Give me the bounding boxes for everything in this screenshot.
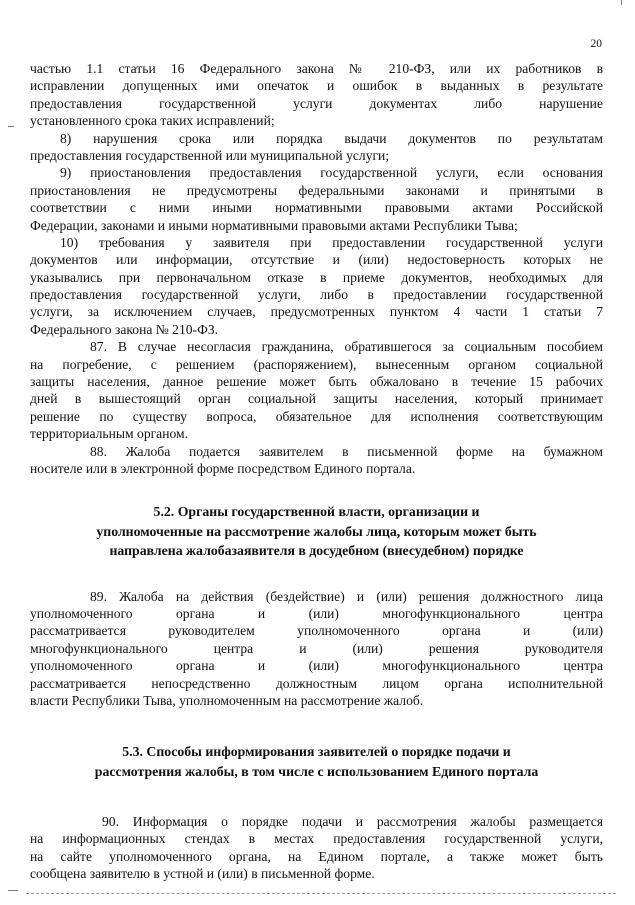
list-item-8 bbox=[30, 130, 603, 165]
text-line: Федерального закона № 210-ФЗ. bbox=[30, 321, 219, 337]
paragraph-continuation bbox=[30, 60, 603, 130]
text-line: исправлении допущенных ими опечаток и ошибок в выданных в результате bbox=[30, 78, 603, 94]
scan-mark-left bbox=[8, 126, 14, 127]
text-line: 10) требования у заявителя при предоставлении государственной услуги bbox=[60, 234, 603, 250]
text-line: указывались при первоначальном отказе в приеме документов, необходимых для bbox=[30, 269, 603, 285]
heading-line: рассмотрения жалобы, в том числе с использованием Единого портала bbox=[94, 763, 539, 779]
text-line: документов или информации, отсутствие и (или) недостоверность которых не bbox=[30, 252, 603, 268]
scan-mark-top bbox=[621, 0, 622, 5]
text-line: уполномоченного органа и (или) многофункционального центра bbox=[30, 605, 603, 621]
text-line: Федерации, законами и иными нормативными правовыми актами Республики Тыва; bbox=[30, 217, 518, 233]
text-line: услуги, за исключением случаев, предусмотренных пунктом 4 части 1 статьи 7 bbox=[30, 304, 603, 320]
heading-line: 5.3. Способы информирования заявителей о порядке подачи и bbox=[122, 744, 511, 760]
text-line: дней в вышестоящий орган социальной защиты населения, который принимает bbox=[30, 391, 603, 407]
text-line: многофункционального центра и (или) решения руководителя bbox=[30, 640, 603, 656]
text-line: 90. Информация о порядке подачи и рассмотрения жалобы размещается bbox=[102, 814, 603, 830]
text-line: решение по существу вопроса, обязательное для исполнения соответствующим bbox=[30, 408, 603, 424]
text-line: предоставления государственной или муниципальной услуги; bbox=[30, 147, 390, 163]
text-line: сообщена заявителю в устной и (или) в письменной форме. bbox=[30, 866, 375, 882]
text-line: установленного срока таких исправлений; bbox=[30, 113, 275, 129]
text-line: предоставления государственной услуги, либо в предоставлении государственной bbox=[30, 287, 603, 303]
paragraph-88 bbox=[30, 443, 603, 478]
text-line: соответствии с ними иными нормативными правовыми актами Российской bbox=[30, 200, 603, 216]
text-line: приостановления не предусмотрены федеральными законами и принятыми в bbox=[30, 182, 603, 198]
text-line: носителе или в электронной форме посредством Единого портала. bbox=[30, 460, 416, 476]
text-line: 8) нарушения срока или порядка выдачи документов по результатам bbox=[60, 130, 603, 146]
text-line: 89. Жалоба на действия (бездействие) и (или) решения должностного лица bbox=[90, 588, 603, 604]
scan-mark-bottom-left bbox=[8, 890, 18, 891]
text-line: 9) приостановления предоставления государственной услуги, если основания bbox=[60, 165, 603, 181]
text-line: уполномоченного органа и (или) многофункционального центра bbox=[30, 658, 603, 674]
text-line: рассматривается руководителем уполномоченного органа и (или) bbox=[30, 623, 603, 639]
text-line: 87. В случае несогласия гражданина, обратившегося за социальным пособием bbox=[90, 339, 603, 355]
paragraph-90 bbox=[30, 813, 603, 883]
text-line: частью 1.1 статьи 16 Федерального закона № 210-ФЗ, или их работников в bbox=[30, 61, 603, 76]
text-line: на сайте уполномоченного органа, на Едином портале, а также может быть bbox=[30, 848, 603, 864]
heading-line: направлена жалобазаявителя в досудебном (внесудебном) порядке bbox=[109, 543, 524, 559]
heading-line: 5.2. Органы государственной власти, организации и bbox=[153, 504, 480, 520]
text-line: защиты населения, данное решение может быть обжаловано в течение 15 рабочих bbox=[30, 374, 603, 390]
text-line: 88. Жалоба подается заявителем в письменной форме на бумажном bbox=[90, 443, 603, 459]
text-line: на информационных стендах в местах предоставления государственной услуги, bbox=[30, 831, 603, 847]
heading-line: уполномоченные на рассмотрение жалобы лица, которым может быть bbox=[96, 523, 537, 539]
list-item-9 bbox=[30, 164, 603, 234]
list-item-10 bbox=[30, 234, 603, 338]
text-line: рассматривается непосредственно должностным лицом органа исполнительной bbox=[30, 675, 603, 691]
document-body bbox=[30, 60, 603, 883]
page-number: 20 bbox=[590, 38, 602, 50]
paragraph-87 bbox=[30, 338, 603, 442]
text-line: на погребение, с решением (распоряжением), вынесенным органом социальной bbox=[30, 356, 603, 372]
section-heading-5-2 bbox=[30, 502, 603, 560]
scan-edge-line bbox=[26, 893, 616, 894]
text-line: предоставления государственной услуги документах либо нарушение bbox=[30, 95, 603, 111]
section-heading-5-3 bbox=[30, 742, 603, 781]
text-line: власти Республики Тыва, уполномоченным на рассмотрение жалоб. bbox=[30, 692, 424, 708]
paragraph-89 bbox=[30, 588, 603, 710]
text-line: территориальным органом. bbox=[30, 426, 189, 442]
